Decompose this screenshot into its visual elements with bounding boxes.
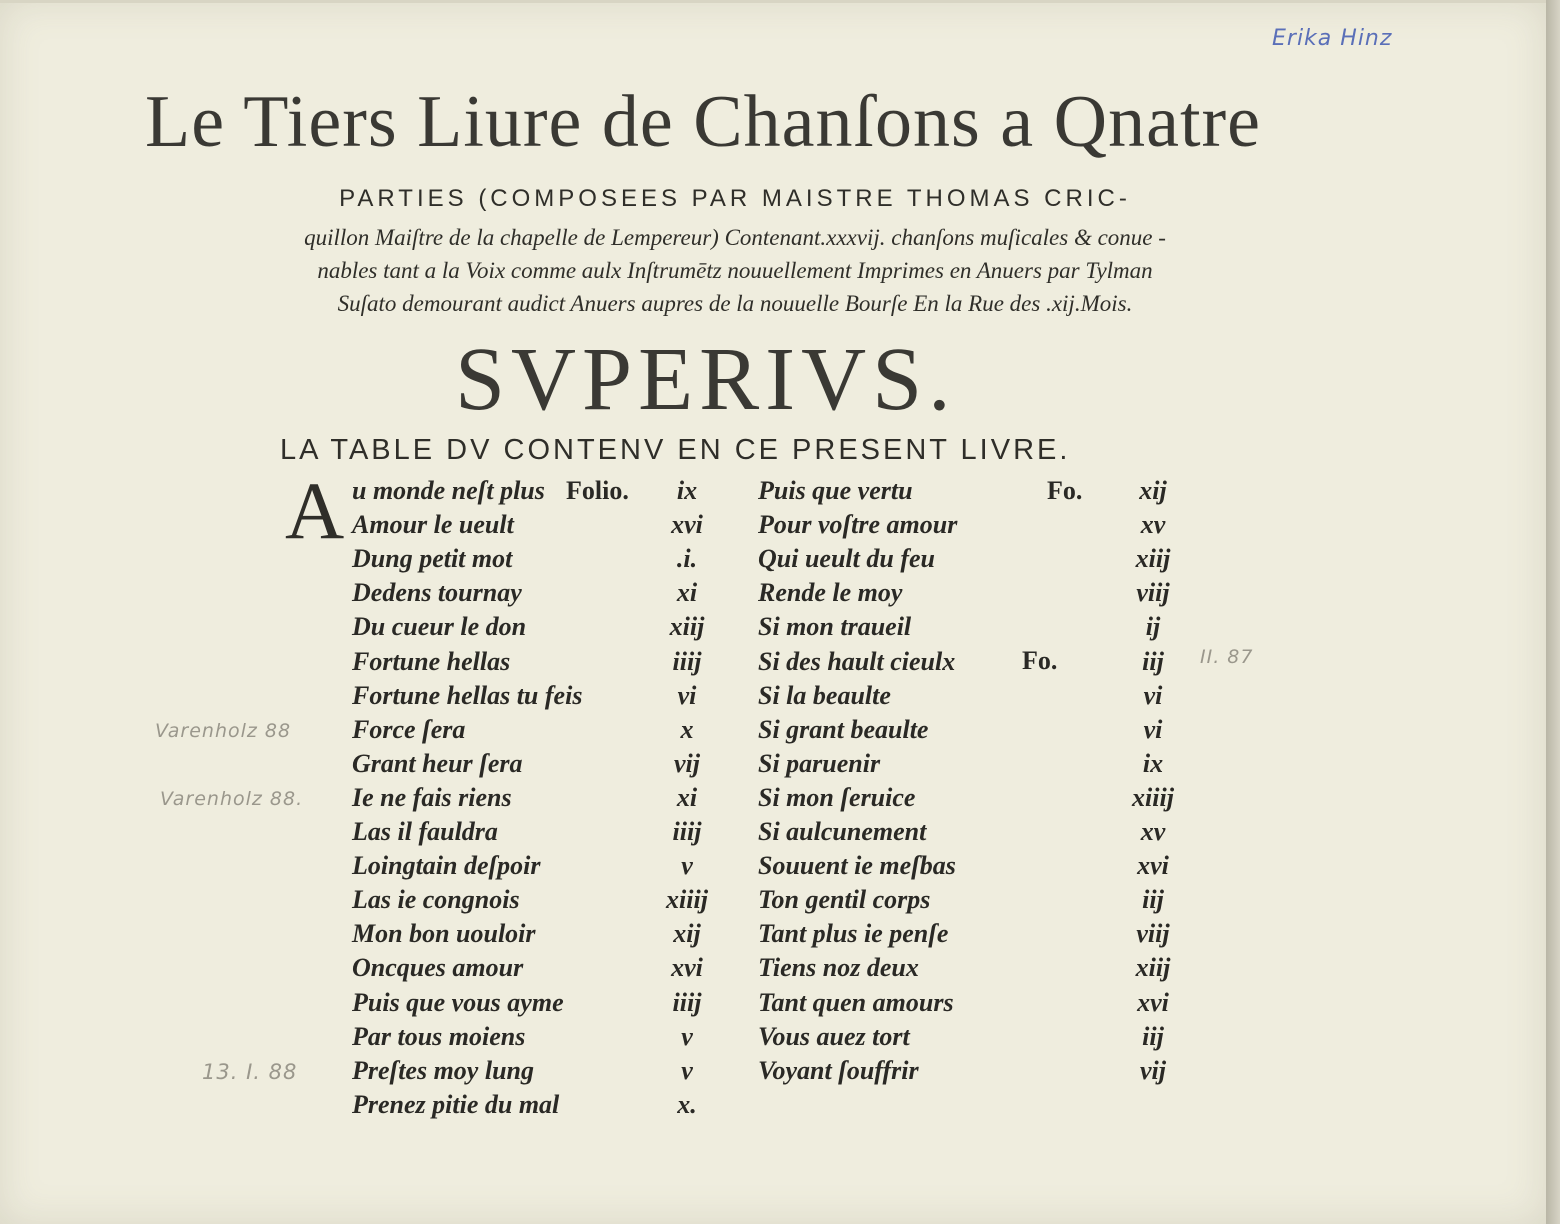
right-song-title: Tant plus ie penſe [758, 919, 949, 948]
left-folio-number: xvi [671, 510, 703, 539]
book-title: Le Tiers Liure de Chanſons a Qnatre [145, 81, 1261, 163]
left-song-title: Las il fauldra [352, 817, 498, 846]
left-folio-number: iiij [672, 647, 702, 676]
right-song-title: Tiens noz deux [758, 953, 919, 982]
right-folio-number: vi [1143, 681, 1163, 710]
left-folio-number: ix [676, 476, 698, 505]
right-folio-number: xiij [1135, 953, 1171, 982]
left-song-title: Fortune hellas tu feis [352, 681, 583, 710]
left-song-title: Las ie congnois [352, 885, 520, 914]
right-folio-number: vi [1143, 715, 1163, 744]
right-song-title: Qui ueult du feu [758, 544, 935, 573]
right-song-title: Si mon traueil [758, 612, 912, 641]
folio-label: Folio. [566, 476, 629, 505]
left-folio-number: iiij [672, 817, 702, 846]
right-song-title: Voyant ſouffrir [758, 1056, 919, 1085]
right-song-title: Ton gentil corps [758, 885, 931, 914]
right-folio-number: viij [1136, 578, 1170, 607]
left-song-title: Puis que vous ayme [352, 988, 564, 1017]
right-folio-number: xvi [1137, 988, 1169, 1017]
left-song-title: u monde neſt plus [352, 476, 545, 505]
right-folio-number: iij [1142, 1022, 1164, 1051]
left-folio-number: xiiij [666, 885, 708, 914]
page-gutter [1546, 0, 1560, 1224]
right-song-title: Rende le moy [758, 578, 903, 607]
left-song-title: Force ſera [352, 715, 466, 744]
left-folio-number: v [681, 1056, 693, 1085]
left-folio-number: v [681, 851, 693, 880]
left-song-title: Grant heur ſera [352, 749, 523, 778]
right-folio-number: xij [1139, 476, 1167, 505]
left-folio-number: xi [676, 783, 698, 812]
right-song-title: Si paruenir [758, 749, 881, 778]
pencil-note: 13. I. 88 [202, 1060, 298, 1084]
left-folio-number: iiij [672, 988, 702, 1017]
left-folio-number: xiij [669, 612, 705, 641]
left-song-title: Dedens tournay [352, 578, 522, 607]
pencil-note: II. 87 [1200, 646, 1254, 668]
subtitle-line-4: Suſato demourant audict Anuers aupres de la nouuelle Bourſe En la Rue des .xij.Mois. [337, 291, 1133, 316]
left-folio-number: v [681, 1022, 693, 1051]
left-song-title: Dung petit mot [352, 544, 513, 573]
left-song-title: Amour le ueult [352, 510, 514, 539]
right-folio-number: vij [1140, 1056, 1166, 1085]
right-song-title: Si la beaulte [758, 681, 891, 710]
table-heading: LA TABLE DV CONTENV EN CE PRESENT LIVRE. [280, 434, 1071, 466]
decorated-initial: A [285, 465, 345, 556]
right-folio-number: ix [1142, 749, 1164, 778]
left-song-title: Preſtes moy lung [352, 1056, 534, 1085]
right-song-title: Si des hault cieulx [758, 647, 956, 676]
right-song-title: Vous auez tort [758, 1022, 910, 1051]
left-folio-number: xvi [671, 953, 703, 982]
subtitle-line-1: PARTIES (COMPOSEES PAR MAISTRE THOMAS CRIC- [339, 185, 1131, 212]
left-folio-number: x. [677, 1090, 697, 1119]
handwritten-signature: Erika Hinz [1272, 26, 1393, 51]
left-song-title: Fortune hellas [352, 647, 511, 676]
right-folio-number: xv [1140, 817, 1166, 846]
subtitle-line-3: nables tant a la Voix comme aulx Inſtrumētz nouuellement Imprimes en Anuers par Tylman [317, 258, 1153, 283]
right-song-title: Si aulcunement [758, 817, 927, 846]
right-song-title: Puis que vertu [758, 476, 913, 505]
right-song-title: Si mon ſeruice [758, 783, 916, 812]
left-song-title: Loingtain deſpoir [352, 851, 541, 880]
right-folio-number: iij [1142, 647, 1164, 676]
right-folio-number: iij [1142, 885, 1164, 914]
right-folio-number: xv [1140, 510, 1166, 539]
left-folio-number: .i. [676, 544, 698, 573]
right-folio-number: viij [1136, 919, 1170, 948]
right-folio-number: xvi [1137, 851, 1169, 880]
left-folio-number: xij [673, 919, 701, 948]
voice-heading: SVPERIVS. [455, 330, 957, 429]
right-song-title: Si grant beaulte [758, 715, 929, 744]
pencil-note: Varenholz 88 [155, 720, 292, 742]
left-song-title: Par tous moiens [352, 1022, 526, 1051]
right-folio-number: xiiij [1132, 783, 1174, 812]
left-folio-number: vi [677, 681, 697, 710]
left-folio-number: x [680, 715, 694, 744]
left-song-title: Oncques amour [352, 953, 524, 982]
left-song-title: Mon bon uouloir [352, 919, 536, 948]
right-song-title: Tant quen amours [758, 988, 954, 1017]
left-folio-number: vij [674, 749, 700, 778]
page-top-edge [0, 0, 1546, 3]
right-song-title: Pour voſtre amour [758, 510, 958, 539]
left-song-title: Prenez pitie du mal [352, 1090, 560, 1119]
right-folio-number: xiij [1135, 544, 1171, 573]
fo-label-top: Fo. [1047, 476, 1083, 505]
right-song-title: Souuent ie meſbas [758, 851, 956, 880]
pencil-note: Varenholz 88. [160, 788, 304, 810]
left-song-title: Du cueur le don [352, 612, 527, 641]
fo-label-middle: Fo. [1022, 646, 1058, 675]
left-folio-number: xi [676, 578, 698, 607]
left-song-title: Ie ne fais riens [352, 783, 512, 812]
subtitle-line-2: quillon Maiſtre de la chapelle de Lempereur) Contenant.xxxvij. chanſons muſicales & conue - [304, 225, 1166, 250]
right-folio-number: ij [1145, 612, 1161, 641]
